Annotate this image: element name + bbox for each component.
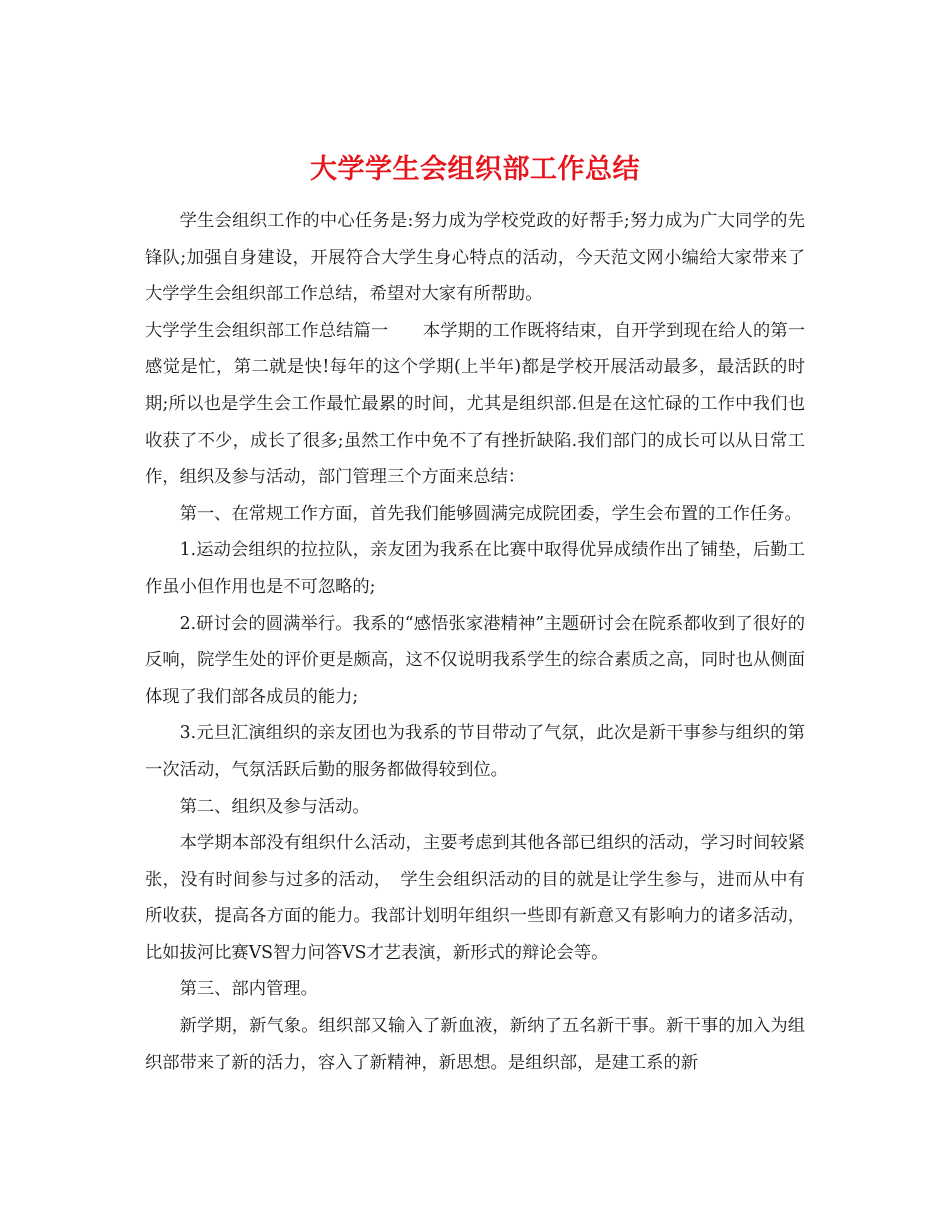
paragraph-item-3: 3.元旦汇演组织的亲友团也为我系的节目带动了气氛，此次是新干事参与组织的第一次活动，气氛活跃后勤的服务都做得较到位。: [145, 723, 805, 780]
document-body: [145, 203, 805, 1081]
paragraph-intro: 学生会组织工作的中心任务是:努力成为学校党政的好帮手;努力成为广大同学的先锋队;加强自身建设，开展符合大学生身心特点的活动，今天范文网小编给大家带来了大学学生会组织部工作总结，希望对大家有所帮助。: [145, 211, 805, 305]
paragraph-item-2: 2.研讨会的圆满举行。我系的“感悟张家港精神”主题研讨会在院系都收到了很好的反响，院学生处的评价更是颇高，这不仅说明我系学生的综合素质之高，同时也从侧面体现了我们部各成员的能力;: [145, 613, 805, 707]
paragraph-activities: 本学期本部没有组织什么活动，主要考虑到其他各部已组织的活动，学习时间较紧张，没有时间参与过多的活动， 学生会组织活动的目的就是让学生参与，进而从中有所收获，提高各方面的能力。我部计划明年组织一些即有新意又有影响力的诸多活动，比如拔河比赛VS智力问答VS才艺表演，新形式的辩论会等。: [145, 833, 805, 963]
paragraph-point-two: 第二、组织及参与活动。: [179, 796, 370, 817]
paragraph-item-1: 1.运动会组织的拉拉队，亲友团为我系在比赛中取得优异成绩作出了铺垫，后勤工作虽小但作用也是不可忽略的;: [145, 540, 805, 597]
paragraph-point-one: 第一、在常规工作方面，首先我们能够圆满完成院团委，学生会布置的工作任务。: [179, 503, 802, 524]
paragraph-point-three: 第三、部内管理。: [179, 979, 318, 1000]
paragraph-section-one: 大学学生会组织部工作总结篇一 本学期的工作既将结束，自开学到现在给人的第一感觉是忙，第二就是快!每年的这个学期(上半年)都是学校开展活动最多，最活跃的时期;所以也是学生会工作最忙最累的时间，尤其是组织部.但是在这忙碌的工作中我们也收获了不少，成长了很多;虽然工作中免不了有挫折缺陷.我们部门的成长可以从日常工作，组织及参与活动，部门管理三个方面来总结：: [145, 320, 805, 488]
document-title: 大学学生会组织部工作总结: [310, 154, 640, 186]
paragraph-management: 新学期，新气象。组织部又输入了新血液，新纳了五名新干事。新干事的加入为组织部带来了新的活力，容入了新精神，新思想。是组织部，是建工系的新: [145, 1016, 805, 1073]
